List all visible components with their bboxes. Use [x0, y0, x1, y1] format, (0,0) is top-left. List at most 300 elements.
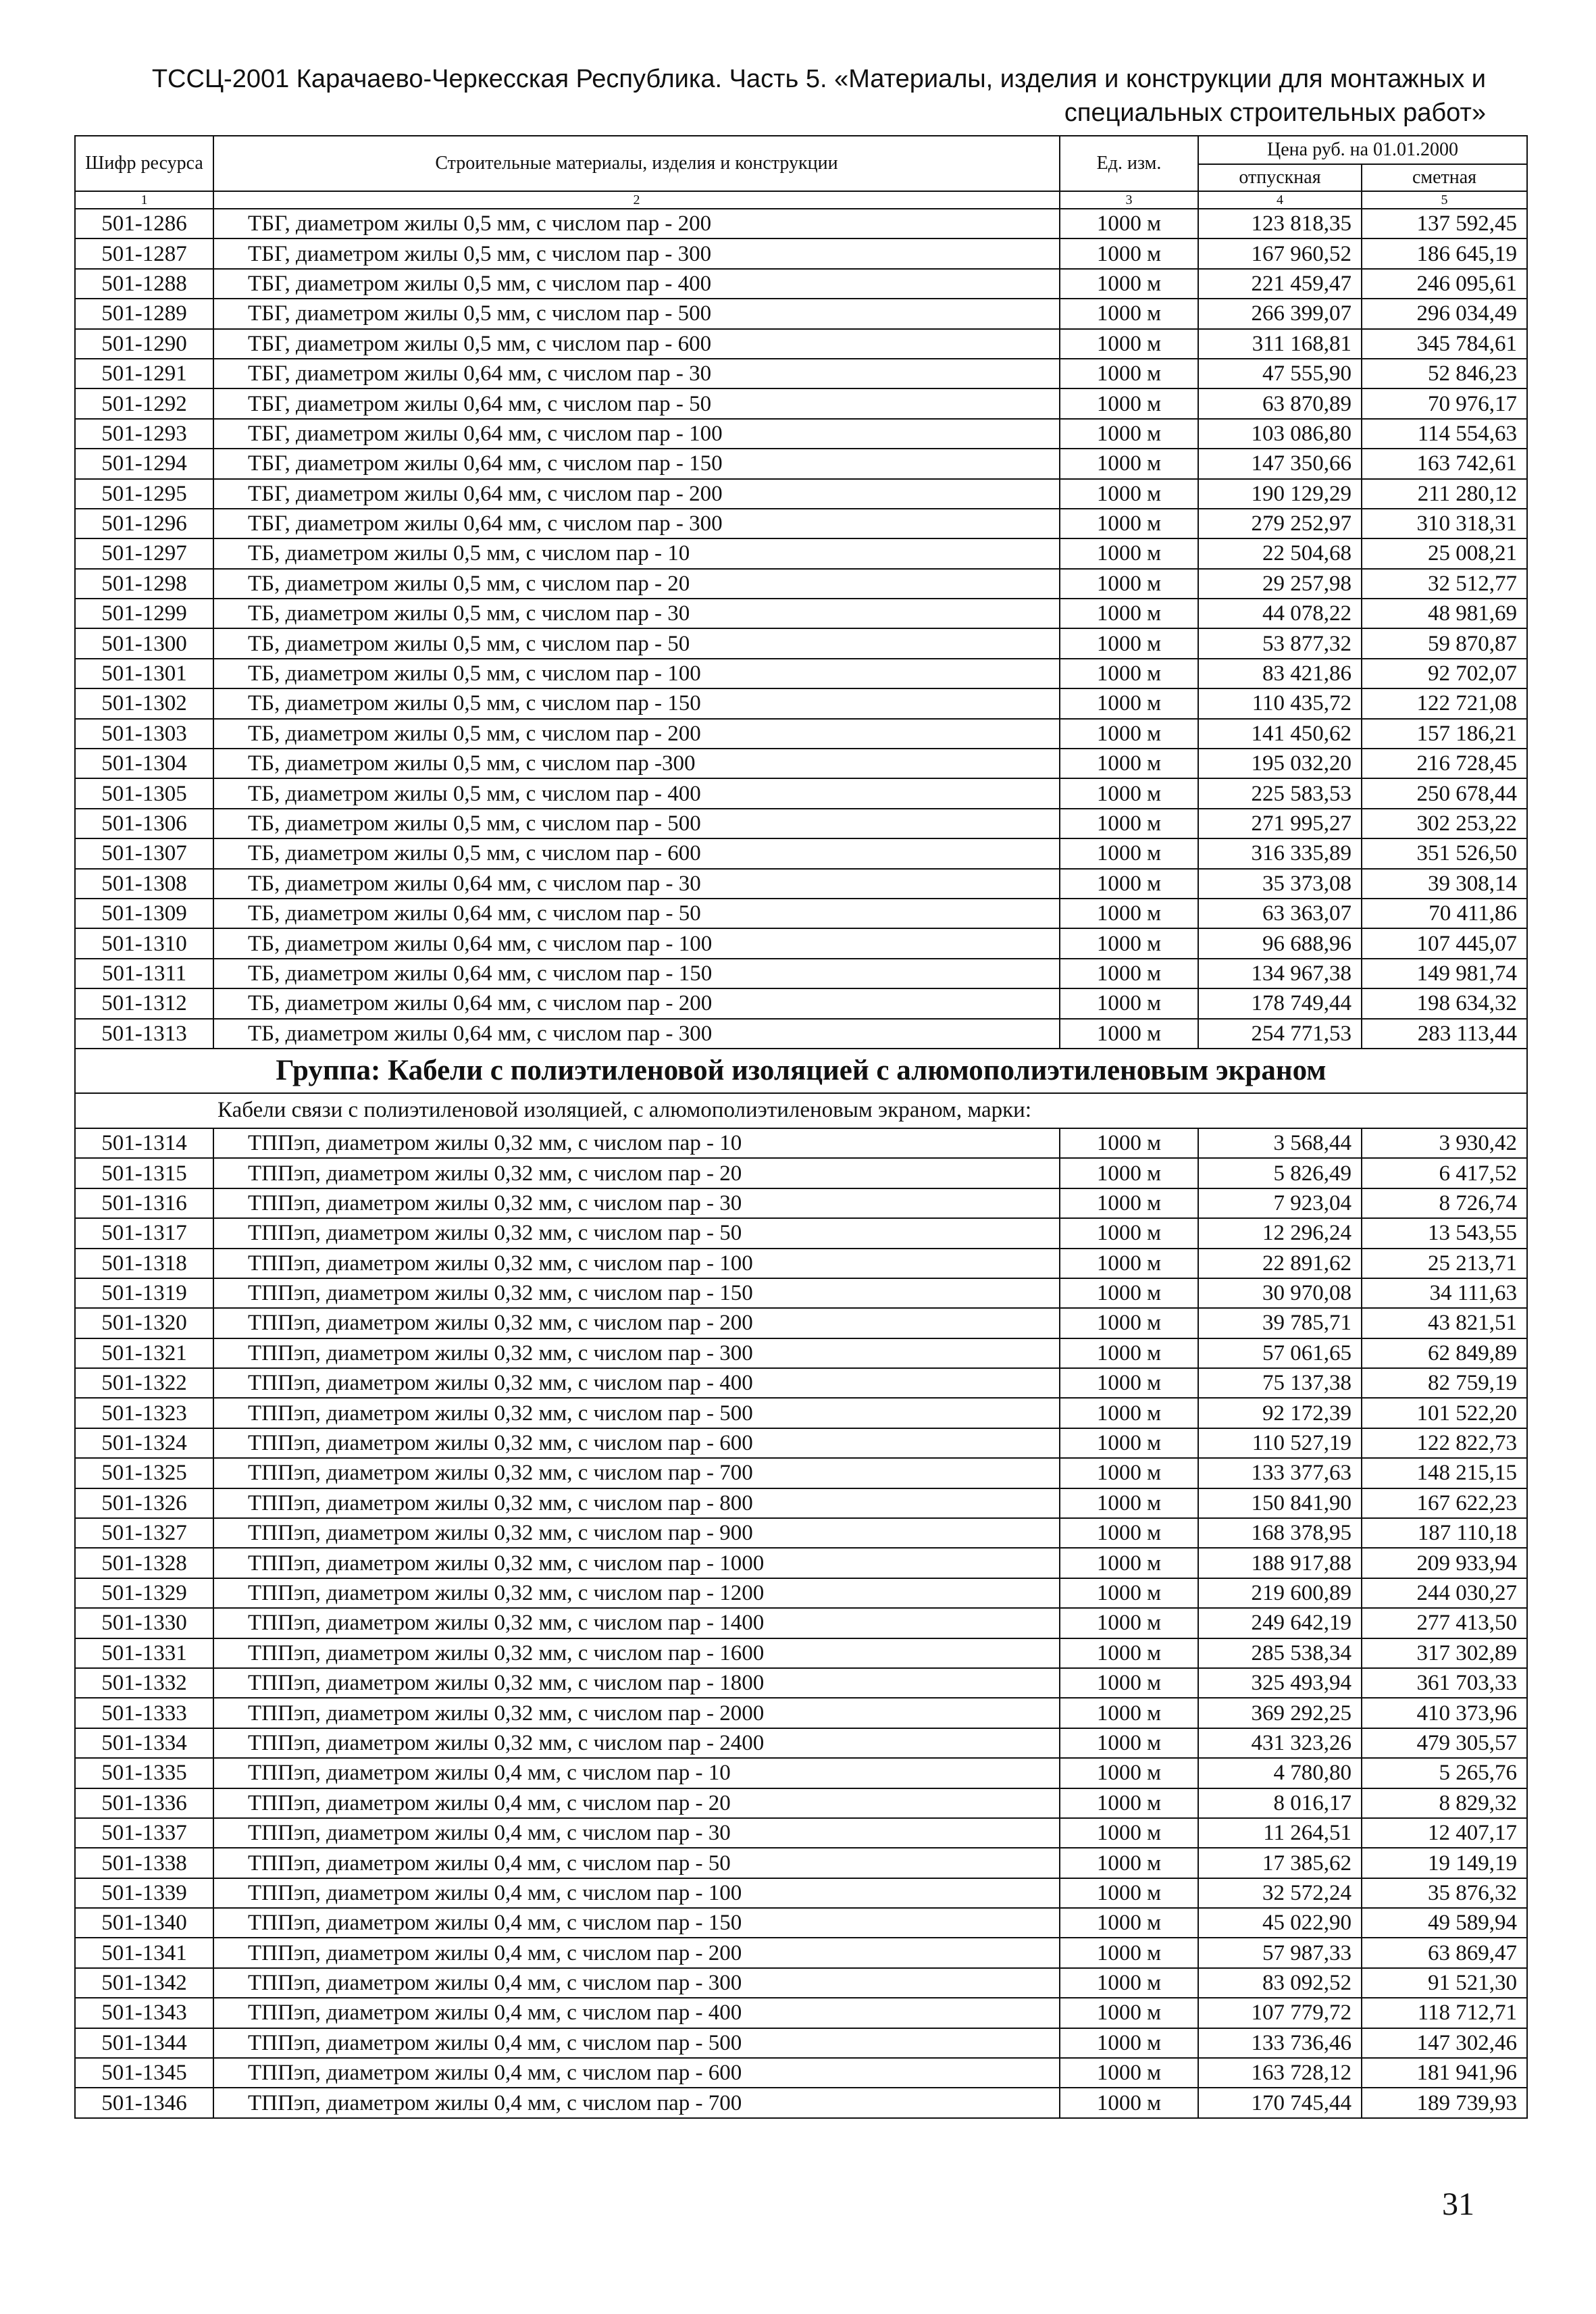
resource-code: 501-1327	[75, 1518, 213, 1548]
unit-of-measure: 1000 м	[1060, 1188, 1198, 1218]
estimate-price: 244 030,27	[1362, 1578, 1527, 1608]
col-header-price: Цена руб. на 01.01.2000	[1198, 136, 1527, 164]
resource-code: 501-1299	[75, 599, 213, 628]
table-row	[75, 778, 1527, 808]
release-price: 150 841,90	[1198, 1488, 1362, 1518]
material-name: ТППэп, диаметром жилы 0,4 мм, с числом пар - 30	[213, 1818, 1060, 1848]
estimate-price: 25 213,71	[1362, 1249, 1527, 1278]
table-row	[75, 388, 1527, 418]
estimate-price: 189 739,93	[1362, 2088, 1527, 2117]
table-row	[75, 1698, 1527, 1728]
table-row	[75, 1368, 1527, 1398]
release-price: 325 493,94	[1198, 1668, 1362, 1698]
release-price: 168 378,95	[1198, 1518, 1362, 1548]
unit-of-measure: 1000 м	[1060, 1668, 1198, 1698]
table-row	[75, 1308, 1527, 1338]
table-row	[75, 688, 1527, 718]
estimate-price: 12 407,17	[1362, 1818, 1527, 1848]
table-row	[75, 1818, 1527, 1848]
release-price: 63 363,07	[1198, 899, 1362, 928]
table-row	[75, 1848, 1527, 1878]
table-body-a	[75, 209, 1527, 1049]
col-header-unit: Ед. изм.	[1060, 136, 1198, 191]
resource-code: 501-1291	[75, 359, 213, 388]
material-name: ТППэп, диаметром жилы 0,32 мм, с числом пар - 1800	[213, 1668, 1060, 1698]
unit-of-measure: 1000 м	[1060, 479, 1198, 509]
release-price: 53 877,32	[1198, 628, 1362, 658]
material-name: ТППэп, диаметром жилы 0,4 мм, с числом пар - 50	[213, 1848, 1060, 1878]
table-head	[75, 136, 1527, 209]
release-price: 12 296,24	[1198, 1218, 1362, 1248]
unit-of-measure: 1000 м	[1060, 1968, 1198, 1998]
material-name: ТБГ, диаметром жилы 0,5 мм, с числом пар - 400	[213, 269, 1060, 299]
unit-of-measure: 1000 м	[1060, 809, 1198, 838]
estimate-price: 6 417,52	[1362, 1158, 1527, 1188]
estimate-price: 361 703,33	[1362, 1668, 1527, 1698]
material-name: ТППэп, диаметром жилы 0,4 мм, с числом пар - 300	[213, 1968, 1060, 1998]
resource-code: 501-1292	[75, 388, 213, 418]
unit-of-measure: 1000 м	[1060, 449, 1198, 478]
release-price: 47 555,90	[1198, 359, 1362, 388]
unit-of-measure: 1000 м	[1060, 1308, 1198, 1338]
resource-code: 501-1320	[75, 1308, 213, 1338]
release-price: 63 870,89	[1198, 388, 1362, 418]
release-price: 35 373,08	[1198, 869, 1362, 899]
table-row	[75, 2058, 1527, 2088]
material-name: ТППэп, диаметром жилы 0,32 мм, с числом пар - 400	[213, 1368, 1060, 1398]
estimate-price: 137 592,45	[1362, 209, 1527, 238]
material-name: ТБ, диаметром жилы 0,5 мм, с числом пар - 100	[213, 659, 1060, 688]
table-row	[75, 749, 1527, 778]
release-price: 92 172,39	[1198, 1398, 1362, 1428]
estimate-price: 13 543,55	[1362, 1218, 1527, 1248]
material-name: ТБ, диаметром жилы 0,64 мм, с числом пар - 30	[213, 869, 1060, 899]
table-row	[75, 838, 1527, 868]
table-row	[75, 1458, 1527, 1488]
table-row	[75, 479, 1527, 509]
material-name: ТБ, диаметром жилы 0,5 мм, с числом пар - 30	[213, 599, 1060, 628]
unit-of-measure: 1000 м	[1060, 359, 1198, 388]
release-price: 285 538,34	[1198, 1638, 1362, 1668]
estimate-price: 91 521,30	[1362, 1968, 1527, 1998]
resource-code: 501-1346	[75, 2088, 213, 2117]
material-name: ТБГ, диаметром жилы 0,64 мм, с числом пар - 300	[213, 509, 1060, 538]
table-row	[75, 238, 1527, 268]
table-row	[75, 809, 1527, 838]
release-price: 57 061,65	[1198, 1338, 1362, 1368]
material-name: ТБ, диаметром жилы 0,5 мм, с числом пар - 150	[213, 688, 1060, 718]
table-row	[75, 1668, 1527, 1698]
table-row	[75, 1998, 1527, 2028]
release-price: 178 749,44	[1198, 988, 1362, 1018]
release-price: 7 923,04	[1198, 1188, 1362, 1218]
resource-code: 501-1328	[75, 1548, 213, 1578]
estimate-price: 296 034,49	[1362, 299, 1527, 328]
release-price: 431 323,26	[1198, 1728, 1362, 1758]
estimate-price: 277 413,50	[1362, 1608, 1527, 1638]
unit-of-measure: 1000 м	[1060, 599, 1198, 628]
col-header-name: Строительные материалы, изделия и конструкции	[213, 136, 1060, 191]
unit-of-measure: 1000 м	[1060, 1548, 1198, 1578]
resource-code: 501-1289	[75, 299, 213, 328]
group-section	[75, 1049, 1527, 1128]
unit-of-measure: 1000 м	[1060, 1788, 1198, 1818]
estimate-price: 246 095,61	[1362, 269, 1527, 299]
material-name: ТБГ, диаметром жилы 0,64 мм, с числом пар - 150	[213, 449, 1060, 478]
material-name: ТБ, диаметром жилы 0,64 мм, с числом пар - 300	[213, 1019, 1060, 1049]
table-row	[75, 1758, 1527, 1788]
material-name: ТБ, диаметром жилы 0,64 мм, с числом пар - 200	[213, 988, 1060, 1018]
estimate-price: 70 976,17	[1362, 388, 1527, 418]
resource-code: 501-1287	[75, 238, 213, 268]
estimate-price: 92 702,07	[1362, 659, 1527, 688]
group-title: Группа: Кабели с полиэтиленовой изоляцией с алюмополиэтиленовым экраном	[75, 1049, 1527, 1093]
release-price: 123 818,35	[1198, 209, 1362, 238]
material-name: ТБ, диаметром жилы 0,5 мм, с числом пар -300	[213, 749, 1060, 778]
material-name: ТППэп, диаметром жилы 0,4 мм, с числом пар - 200	[213, 1938, 1060, 1967]
estimate-price: 62 849,89	[1362, 1338, 1527, 1368]
resource-code: 501-1330	[75, 1608, 213, 1638]
release-price: 22 504,68	[1198, 538, 1362, 568]
material-name: ТБ, диаметром жилы 0,5 мм, с числом пар - 500	[213, 809, 1060, 838]
resource-code: 501-1303	[75, 719, 213, 749]
release-price: 57 987,33	[1198, 1938, 1362, 1967]
estimate-price: 250 678,44	[1362, 778, 1527, 808]
material-name: ТППэп, диаметром жилы 0,32 мм, с числом пар - 20	[213, 1158, 1060, 1188]
estimate-price: 118 712,71	[1362, 1998, 1527, 2028]
unit-of-measure: 1000 м	[1060, 1848, 1198, 1878]
resource-code: 501-1296	[75, 509, 213, 538]
header-line-1: ТССЦ-2001 Карачаево-Черкесская Республика. Часть 5. «Материалы, изделия и конструкции для монтажных и	[151, 65, 1486, 93]
release-price: 225 583,53	[1198, 778, 1362, 808]
unit-of-measure: 1000 м	[1060, 1728, 1198, 1758]
estimate-price: 209 933,94	[1362, 1548, 1527, 1578]
material-name: ТППэп, диаметром жилы 0,32 мм, с числом пар - 200	[213, 1308, 1060, 1338]
resource-code: 501-1311	[75, 959, 213, 988]
table-row	[75, 2088, 1527, 2117]
unit-of-measure: 1000 м	[1060, 538, 1198, 568]
table-row	[75, 1338, 1527, 1368]
estimate-price: 157 186,21	[1362, 719, 1527, 749]
unit-of-measure: 1000 м	[1060, 388, 1198, 418]
material-name: ТППэп, диаметром жилы 0,32 мм, с числом пар - 300	[213, 1338, 1060, 1368]
material-name: ТБ, диаметром жилы 0,64 мм, с числом пар - 100	[213, 928, 1060, 958]
table-row	[75, 1968, 1527, 1998]
material-name: ТППэп, диаметром жилы 0,4 мм, с числом пар - 20	[213, 1788, 1060, 1818]
unit-of-measure: 1000 м	[1060, 569, 1198, 599]
col-number-3: 3	[1060, 191, 1198, 209]
unit-of-measure: 1000 м	[1060, 2058, 1198, 2088]
resource-code: 501-1304	[75, 749, 213, 778]
resource-code: 501-1345	[75, 2058, 213, 2088]
estimate-price: 181 941,96	[1362, 2058, 1527, 2088]
table-row	[75, 1938, 1527, 1967]
resource-code: 501-1297	[75, 538, 213, 568]
resource-code: 501-1317	[75, 1218, 213, 1248]
estimate-price: 32 512,77	[1362, 569, 1527, 599]
material-name: ТППэп, диаметром жилы 0,32 мм, с числом пар - 50	[213, 1218, 1060, 1248]
material-name: ТППэп, диаметром жилы 0,4 мм, с числом пар - 600	[213, 2058, 1060, 2088]
material-name: ТППэп, диаметром жилы 0,32 мм, с числом пар - 1200	[213, 1578, 1060, 1608]
estimate-price: 122 721,08	[1362, 688, 1527, 718]
table-row	[75, 209, 1527, 238]
estimate-price: 216 728,45	[1362, 749, 1527, 778]
release-price: 39 785,71	[1198, 1308, 1362, 1338]
col-header-code: Шифр ресурса	[75, 136, 213, 191]
resource-code: 501-1324	[75, 1428, 213, 1458]
unit-of-measure: 1000 м	[1060, 659, 1198, 688]
resource-code: 501-1308	[75, 869, 213, 899]
resource-code: 501-1298	[75, 569, 213, 599]
resource-code: 501-1332	[75, 1668, 213, 1698]
resource-code: 501-1286	[75, 209, 213, 238]
unit-of-measure: 1000 м	[1060, 988, 1198, 1018]
resource-code: 501-1312	[75, 988, 213, 1018]
unit-of-measure: 1000 м	[1060, 509, 1198, 538]
table-row	[75, 1608, 1527, 1638]
table-row	[75, 1518, 1527, 1548]
material-name: ТБГ, диаметром жилы 0,5 мм, с числом пар - 200	[213, 209, 1060, 238]
material-name: ТБГ, диаметром жилы 0,5 мм, с числом пар - 500	[213, 299, 1060, 328]
table-row	[75, 1128, 1527, 1158]
estimate-price: 345 784,61	[1362, 329, 1527, 359]
material-name: ТППэп, диаметром жилы 0,4 мм, с числом пар - 700	[213, 2088, 1060, 2117]
material-name: ТБГ, диаметром жилы 0,5 мм, с числом пар - 300	[213, 238, 1060, 268]
col-number-4: 4	[1198, 191, 1362, 209]
unit-of-measure: 1000 м	[1060, 419, 1198, 449]
material-name: ТППэп, диаметром жилы 0,32 мм, с числом пар - 100	[213, 1249, 1060, 1278]
release-price: 8 016,17	[1198, 1788, 1362, 1818]
estimate-price: 351 526,50	[1362, 838, 1527, 868]
material-name: ТППэп, диаметром жилы 0,32 мм, с числом пар - 1400	[213, 1608, 1060, 1638]
material-name: ТППэп, диаметром жилы 0,32 мм, с числом пар - 2000	[213, 1698, 1060, 1728]
unit-of-measure: 1000 м	[1060, 269, 1198, 299]
table-row	[75, 538, 1527, 568]
material-name: ТБ, диаметром жилы 0,64 мм, с числом пар - 50	[213, 899, 1060, 928]
resource-code: 501-1337	[75, 1818, 213, 1848]
material-name: ТБГ, диаметром жилы 0,64 мм, с числом пар - 30	[213, 359, 1060, 388]
resource-code: 501-1322	[75, 1368, 213, 1398]
resource-code: 501-1339	[75, 1878, 213, 1908]
estimate-price: 198 634,32	[1362, 988, 1527, 1018]
release-price: 279 252,97	[1198, 509, 1362, 538]
material-name: ТБГ, диаметром жилы 0,5 мм, с числом пар - 600	[213, 329, 1060, 359]
unit-of-measure: 1000 м	[1060, 1518, 1198, 1548]
release-price: 30 970,08	[1198, 1278, 1362, 1308]
resource-code: 501-1318	[75, 1249, 213, 1278]
resource-code: 501-1288	[75, 269, 213, 299]
table-row	[75, 569, 1527, 599]
table-row	[75, 449, 1527, 478]
subgroup-title: Кабели связи с полиэтиленовой изоляцией, с алюмополиэтиленовым экраном, марки:	[75, 1093, 1527, 1128]
material-name: ТБ, диаметром жилы 0,5 мм, с числом пар - 400	[213, 778, 1060, 808]
resource-code: 501-1331	[75, 1638, 213, 1668]
table-row	[75, 719, 1527, 749]
material-name: ТБГ, диаметром жилы 0,64 мм, с числом пар - 100	[213, 419, 1060, 449]
release-price: 133 736,46	[1198, 2028, 1362, 2058]
release-price: 141 450,62	[1198, 719, 1362, 749]
material-name: ТППэп, диаметром жилы 0,32 мм, с числом пар - 800	[213, 1488, 1060, 1518]
release-price: 254 771,53	[1198, 1019, 1362, 1049]
col-number-5: 5	[1362, 191, 1527, 209]
estimate-price: 63 869,47	[1362, 1938, 1527, 1967]
release-price: 170 745,44	[1198, 2088, 1362, 2117]
unit-of-measure: 1000 м	[1060, 299, 1198, 328]
resource-code: 501-1314	[75, 1128, 213, 1158]
material-name: ТППэп, диаметром жилы 0,4 мм, с числом пар - 150	[213, 1908, 1060, 1938]
release-price: 266 399,07	[1198, 299, 1362, 328]
unit-of-measure: 1000 м	[1060, 1938, 1198, 1967]
estimate-price: 317 302,89	[1362, 1638, 1527, 1668]
release-price: 4 780,80	[1198, 1758, 1362, 1788]
resource-code: 501-1309	[75, 899, 213, 928]
unit-of-measure: 1000 м	[1060, 209, 1198, 238]
estimate-price: 186 645,19	[1362, 238, 1527, 268]
unit-of-measure: 1000 м	[1060, 1338, 1198, 1368]
unit-of-measure: 1000 м	[1060, 1488, 1198, 1518]
table-row	[75, 1908, 1527, 1938]
header-line-2: специальных строительных работ»	[1064, 99, 1486, 127]
release-price: 219 600,89	[1198, 1578, 1362, 1608]
resource-code: 501-1310	[75, 928, 213, 958]
release-price: 11 264,51	[1198, 1818, 1362, 1848]
resource-code: 501-1319	[75, 1278, 213, 1308]
unit-of-measure: 1000 м	[1060, 928, 1198, 958]
unit-of-measure: 1000 м	[1060, 719, 1198, 749]
release-price: 195 032,20	[1198, 749, 1362, 778]
resource-code: 501-1323	[75, 1398, 213, 1428]
resource-code: 501-1325	[75, 1458, 213, 1488]
table-row	[75, 1019, 1527, 1049]
price-table	[74, 135, 1528, 2119]
table-row	[75, 899, 1527, 928]
table-row	[75, 869, 1527, 899]
release-price: 316 335,89	[1198, 838, 1362, 868]
unit-of-measure: 1000 м	[1060, 329, 1198, 359]
unit-of-measure: 1000 м	[1060, 1128, 1198, 1158]
material-name: ТБ, диаметром жилы 0,5 мм, с числом пар - 20	[213, 569, 1060, 599]
table-row	[75, 419, 1527, 449]
unit-of-measure: 1000 м	[1060, 1998, 1198, 2028]
estimate-price: 302 253,22	[1362, 809, 1527, 838]
release-price: 45 022,90	[1198, 1908, 1362, 1938]
col-number-2: 2	[213, 191, 1060, 209]
estimate-price: 35 876,32	[1362, 1878, 1527, 1908]
resource-code: 501-1326	[75, 1488, 213, 1518]
table-row	[75, 1578, 1527, 1608]
release-price: 133 377,63	[1198, 1458, 1362, 1488]
resource-code: 501-1300	[75, 628, 213, 658]
release-price: 17 385,62	[1198, 1848, 1362, 1878]
estimate-price: 148 215,15	[1362, 1458, 1527, 1488]
table-row	[75, 1428, 1527, 1458]
table-row	[75, 329, 1527, 359]
estimate-price: 49 589,94	[1362, 1908, 1527, 1938]
col-number-1: 1	[75, 191, 213, 209]
estimate-price: 147 302,46	[1362, 2028, 1527, 2058]
material-name: ТППэп, диаметром жилы 0,32 мм, с числом пар - 500	[213, 1398, 1060, 1428]
material-name: ТППэп, диаметром жилы 0,32 мм, с числом пар - 700	[213, 1458, 1060, 1488]
material-name: ТБ, диаметром жилы 0,5 мм, с числом пар - 50	[213, 628, 1060, 658]
resource-code: 501-1340	[75, 1908, 213, 1938]
unit-of-measure: 1000 м	[1060, 1428, 1198, 1458]
estimate-price: 114 554,63	[1362, 419, 1527, 449]
table-row	[75, 1728, 1527, 1758]
release-price: 83 421,86	[1198, 659, 1362, 688]
unit-of-measure: 1000 м	[1060, 1818, 1198, 1848]
unit-of-measure: 1000 м	[1060, 238, 1198, 268]
material-name: ТППэп, диаметром жилы 0,32 мм, с числом пар - 1600	[213, 1638, 1060, 1668]
material-name: ТППэп, диаметром жилы 0,4 мм, с числом пар - 500	[213, 2028, 1060, 2058]
resource-code: 501-1341	[75, 1938, 213, 1967]
release-price: 44 078,22	[1198, 599, 1362, 628]
resource-code: 501-1307	[75, 838, 213, 868]
table-row	[75, 928, 1527, 958]
estimate-price: 70 411,86	[1362, 899, 1527, 928]
material-name: ТБ, диаметром жилы 0,64 мм, с числом пар - 150	[213, 959, 1060, 988]
col-header-estimate: сметная	[1362, 164, 1527, 191]
unit-of-measure: 1000 м	[1060, 749, 1198, 778]
material-name: ТБГ, диаметром жилы 0,64 мм, с числом пар - 200	[213, 479, 1060, 509]
release-price: 311 168,81	[1198, 329, 1362, 359]
unit-of-measure: 1000 м	[1060, 628, 1198, 658]
page-number: 31	[1442, 2186, 1474, 2222]
material-name: ТППэп, диаметром жилы 0,32 мм, с числом пар - 900	[213, 1518, 1060, 1548]
release-price: 190 129,29	[1198, 479, 1362, 509]
resource-code: 501-1290	[75, 329, 213, 359]
release-price: 32 572,24	[1198, 1878, 1362, 1908]
material-name: ТППэп, диаметром жилы 0,32 мм, с числом пар - 2400	[213, 1728, 1060, 1758]
table-row	[75, 1788, 1527, 1818]
estimate-price: 34 111,63	[1362, 1278, 1527, 1308]
estimate-price: 39 308,14	[1362, 869, 1527, 899]
resource-code: 501-1342	[75, 1968, 213, 1998]
material-name: ТППэп, диаметром жилы 0,4 мм, с числом пар - 400	[213, 1998, 1060, 2028]
estimate-price: 43 821,51	[1362, 1308, 1527, 1338]
unit-of-measure: 1000 м	[1060, 959, 1198, 988]
unit-of-measure: 1000 м	[1060, 1578, 1198, 1608]
table-row	[75, 959, 1527, 988]
release-price: 221 459,47	[1198, 269, 1362, 299]
material-name: ТППэп, диаметром жилы 0,32 мм, с числом пар - 1000	[213, 1548, 1060, 1578]
resource-code: 501-1295	[75, 479, 213, 509]
material-name: ТППэп, диаметром жилы 0,32 мм, с числом пар - 600	[213, 1428, 1060, 1458]
table-row	[75, 659, 1527, 688]
estimate-price: 310 318,31	[1362, 509, 1527, 538]
table-row	[75, 988, 1527, 1018]
unit-of-measure: 1000 м	[1060, 1398, 1198, 1428]
resource-code: 501-1315	[75, 1158, 213, 1188]
table-row	[75, 1548, 1527, 1578]
unit-of-measure: 1000 м	[1060, 1878, 1198, 1908]
table-row	[75, 599, 1527, 628]
table-row	[75, 1278, 1527, 1308]
resource-code: 501-1305	[75, 778, 213, 808]
table-row	[75, 2028, 1527, 2058]
estimate-price: 107 445,07	[1362, 928, 1527, 958]
resource-code: 501-1334	[75, 1728, 213, 1758]
release-price: 249 642,19	[1198, 1608, 1362, 1638]
resource-code: 501-1313	[75, 1019, 213, 1049]
resource-code: 501-1316	[75, 1188, 213, 1218]
release-price: 75 137,38	[1198, 1368, 1362, 1398]
material-name: ТБ, диаметром жилы 0,5 мм, с числом пар - 600	[213, 838, 1060, 868]
unit-of-measure: 1000 м	[1060, 1218, 1198, 1248]
table-row	[75, 1488, 1527, 1518]
unit-of-measure: 1000 м	[1060, 1278, 1198, 1308]
estimate-price: 122 822,73	[1362, 1428, 1527, 1458]
unit-of-measure: 1000 м	[1060, 1908, 1198, 1938]
